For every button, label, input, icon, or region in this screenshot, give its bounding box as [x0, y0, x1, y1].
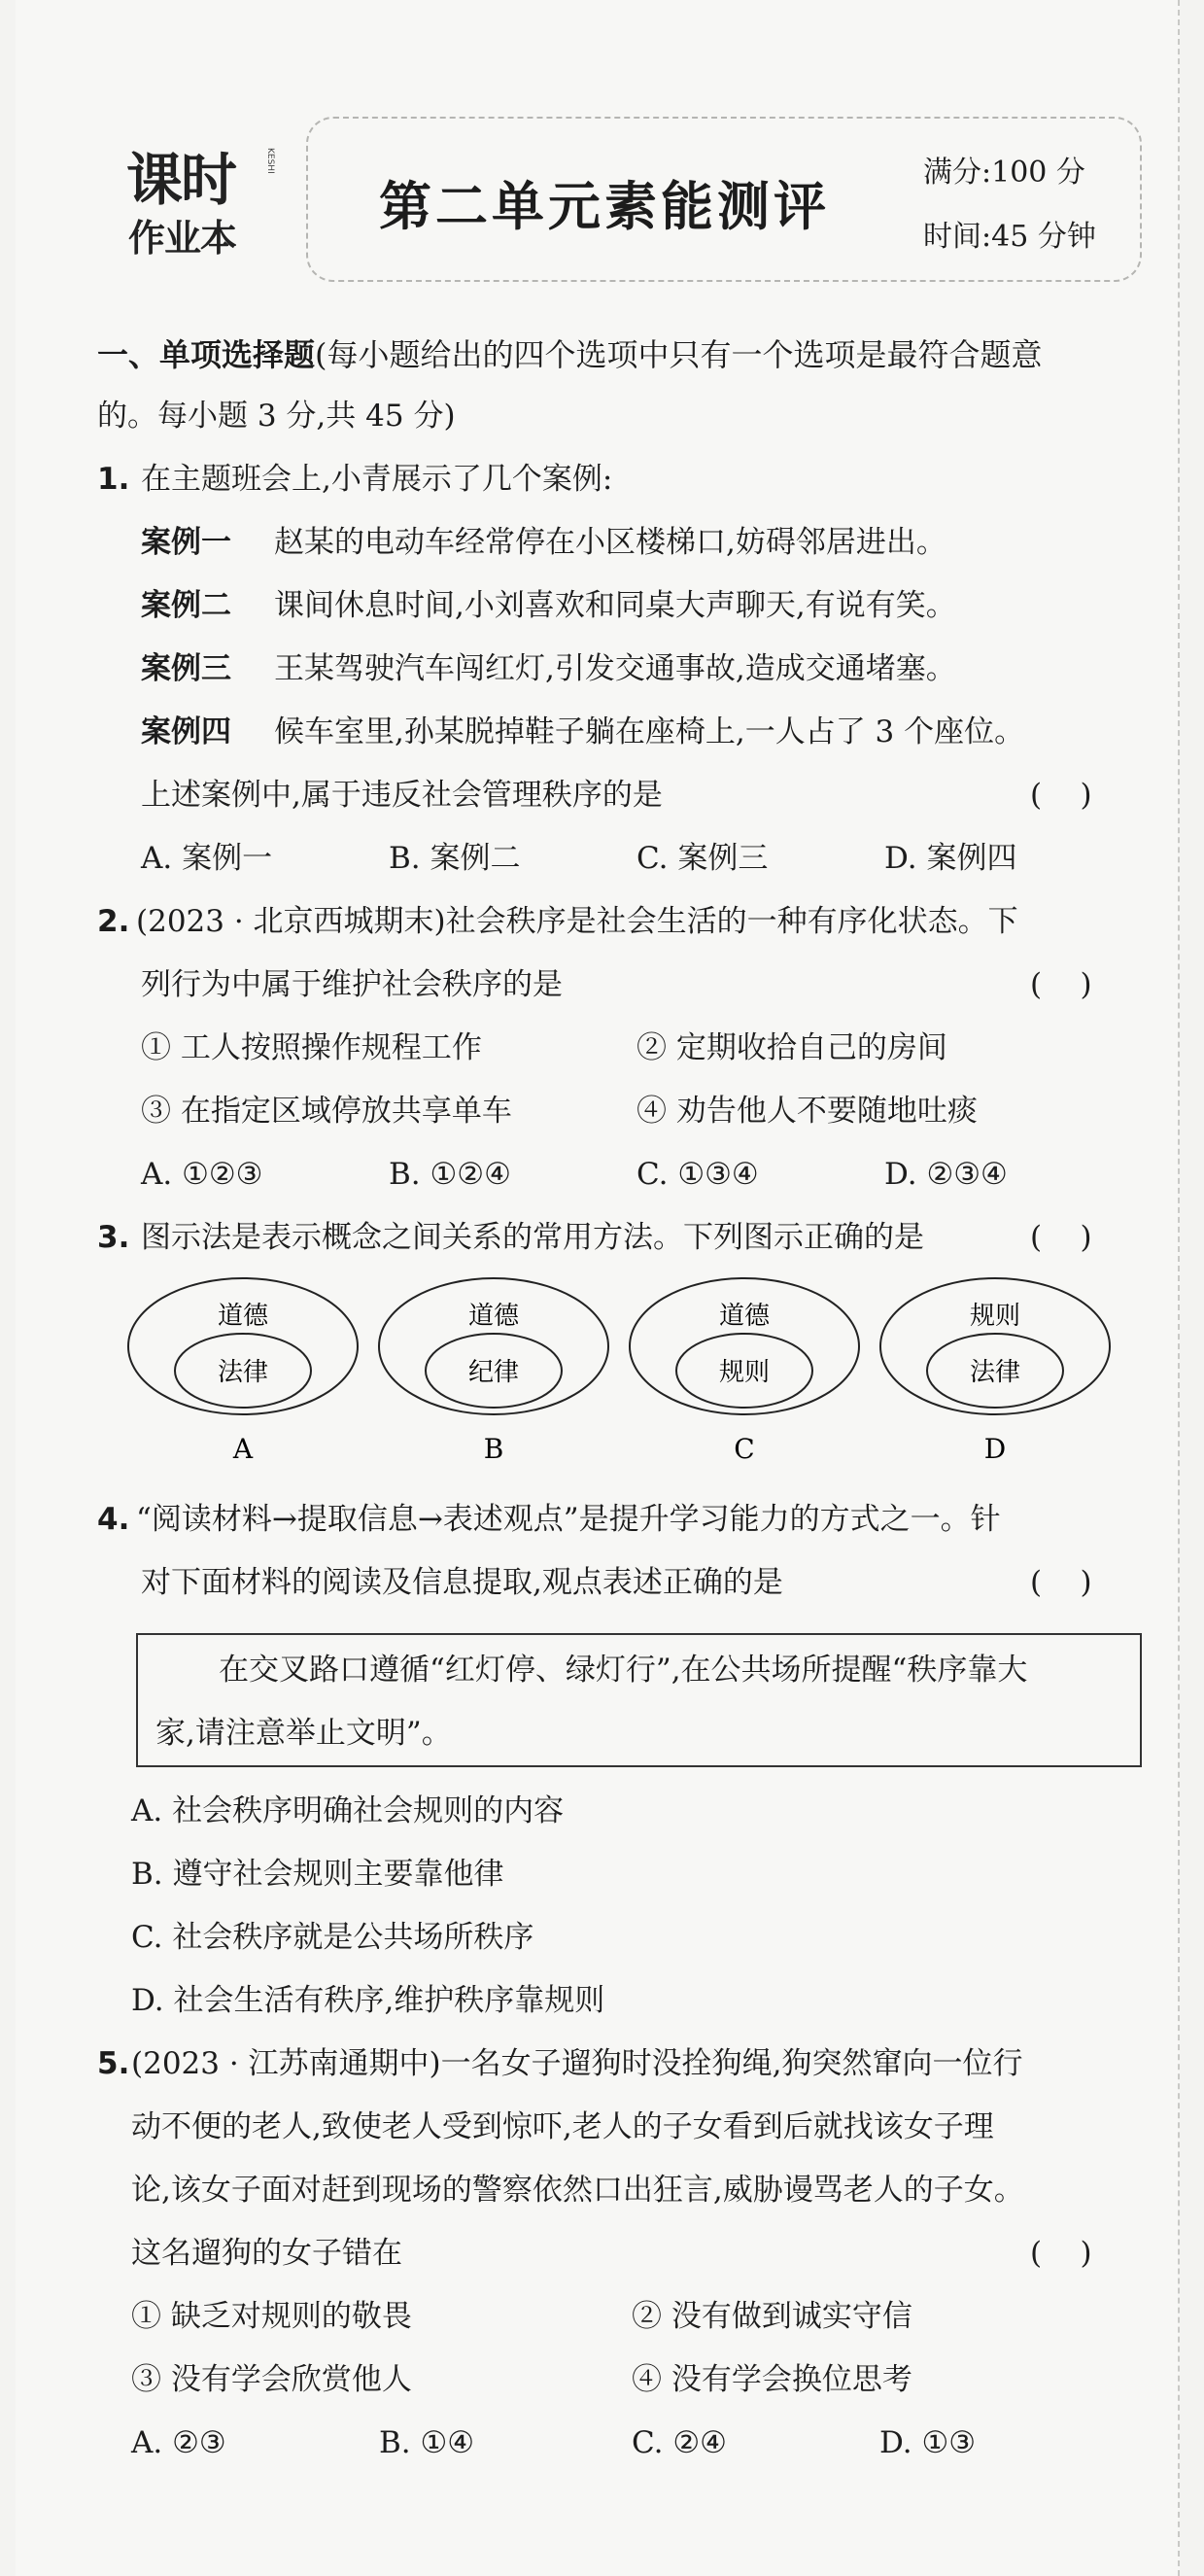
q1-case2-text: 课间休息时间,小刘喜欢和同桌大声聊天,有说有笑。: [274, 588, 956, 623]
q4-option-a: A. 社会秩序明确社会规则的内容: [131, 1793, 565, 1828]
q2-item-4: ④ 劝告他人不要随地吐痰: [636, 1094, 978, 1129]
q2-option-c: C. ①③④: [636, 1157, 759, 1192]
q3-answer-blank: ( ): [1030, 1220, 1092, 1255]
q3-diagram-b: [379, 1278, 608, 1465]
q1-case3-text: 王某驾驶汽车闯红灯,引发交通事故,造成交通堵塞。: [274, 651, 956, 686]
q2-option-a: A. ①②③: [141, 1157, 263, 1192]
q1-option-d: D. 案例四: [884, 841, 1017, 876]
q5-item-2: ② 没有做到诚实守信: [632, 2299, 912, 2334]
q3-diagram-a: [128, 1278, 358, 1465]
q2-number: 2.: [97, 904, 130, 939]
q3-c-inner-label: 规则: [718, 1358, 771, 1387]
q2-line2: 列行为中属于维护社会秩序的是: [141, 967, 563, 1002]
q1-stem: 在主题班会上,小青展示了几个案例:: [141, 462, 613, 497]
q3-c-letter: C: [734, 1433, 755, 1465]
q1-case4-text: 候车室里,孙某脱掉鞋子躺在座椅上,一人占了 3 个座位。: [274, 714, 1025, 749]
q4-line1: “阅读材料→提取信息→表述观点”是提升学习能力的方式之一。针: [136, 1502, 1001, 1537]
q3-b-letter: B: [483, 1433, 504, 1465]
q3-d-inner-label: 法律: [969, 1358, 1021, 1387]
q5-option-b: B. ①④: [379, 2425, 475, 2460]
q5-item-3: ③ 没有学会欣赏他人: [131, 2362, 412, 2397]
q2-line1: (2023 · 北京西城期末)社会秩序是社会生活的一种有序化状态。下: [136, 904, 1018, 939]
q5-option-d: D. ①③: [879, 2425, 977, 2460]
q3-c-outer-label: 道德: [718, 1302, 771, 1331]
q3-line1: 图示法是表示概念之间关系的常用方法。下列图示正确的是: [141, 1220, 924, 1255]
brand-logo: [126, 134, 282, 261]
q5-item-4: ④ 没有学会换位思考: [632, 2362, 912, 2397]
q2-item-1: ① 工人按照操作规程工作: [141, 1030, 482, 1065]
q1-ask: 上述案例中,属于违反社会管理秩序的是: [141, 778, 663, 813]
q2-option-d: D. ②③④: [884, 1157, 1008, 1192]
q3-a-inner-label: 法律: [217, 1358, 269, 1387]
logo-sub-text: 作业本: [128, 217, 237, 260]
q5-number: 5.: [97, 2046, 130, 2081]
q5-option-a: A. ②③: [131, 2425, 226, 2460]
q1-case2-label: 案例二: [141, 588, 231, 623]
q1-case1-text: 赵某的电动车经常停在小区楼梯口,妨碍邻居进出。: [274, 525, 946, 560]
section-instruction: (每小题给出的四个选项中只有一个选项是最符合题意: [315, 336, 1043, 373]
q5-line1: (2023 · 江苏南通期中)一名女子遛狗时没拴狗绳,狗突然窜向一位行: [131, 2046, 1023, 2081]
q3-a-letter: A: [232, 1433, 254, 1465]
q1-option-a: A. 案例一: [141, 841, 273, 876]
q3-d-letter: D: [983, 1433, 1007, 1465]
q4-number: 4.: [97, 1502, 130, 1537]
q2-item-2: ② 定期收拾自己的房间: [636, 1030, 947, 1065]
q3-b-outer-label: 道德: [467, 1302, 520, 1331]
q1-number: 1.: [97, 462, 130, 497]
q1-option-c: C. 案例三: [636, 841, 769, 876]
q5-answer-blank: ( ): [1030, 2236, 1092, 2271]
q4-line2: 对下面材料的阅读及信息提取,观点表述正确的是: [141, 1565, 783, 1600]
logo-vertical-text: KESHI: [265, 148, 275, 174]
q1-answer-blank: ( ): [1030, 778, 1092, 813]
page-title: 第二单元素能测评: [379, 175, 830, 237]
time-limit: 时间:45 分钟: [923, 220, 1096, 254]
q3-diagram-c: [630, 1278, 859, 1465]
q5-line2: 动不便的老人,致使老人受到惊吓,老人的子女看到后就找该女子理: [131, 2109, 994, 2144]
q3-a-outer-label: 道德: [217, 1302, 269, 1331]
logo-main-text: 课时: [126, 147, 236, 213]
section-instruction-line1: [97, 336, 1043, 373]
full-score: 满分:100 分: [923, 156, 1085, 190]
q2-item-3: ③ 在指定区域停放共享单车: [141, 1094, 512, 1129]
q1-option-b: B. 案例二: [389, 841, 521, 876]
q5-option-c: C. ②④: [632, 2425, 727, 2460]
q4-answer-blank: ( ): [1030, 1565, 1092, 1600]
q1-case4-label: 案例四: [141, 714, 231, 749]
q3-diagrams: [121, 1273, 1132, 1478]
q5-item-1: ① 缺乏对规则的敬畏: [131, 2299, 412, 2334]
q3-number: 3.: [97, 1220, 130, 1255]
q2-answer-blank: ( ): [1030, 967, 1092, 1002]
q3-b-inner-label: 纪律: [467, 1358, 520, 1387]
section-heading: 一、单项选择题: [97, 336, 316, 373]
q4-option-b: B. 遵守社会规则主要靠他律: [131, 1857, 504, 1892]
q4-option-d: D. 社会生活有秩序,维护秩序靠规则: [131, 1983, 605, 2018]
q5-line3: 论,该女子面对赶到现场的警察依然口出狂言,威胁谩骂老人的子女。: [131, 2173, 1024, 2208]
q5-line4: 这名遛狗的女子错在: [131, 2236, 402, 2271]
q4-material-line1: 在交叉路口遵循“红灯停、绿灯行”,在公共场所提醒“秩序靠大: [219, 1653, 1028, 1688]
q3-diagram-d: [880, 1278, 1110, 1465]
section-instruction-line2: 的。每小题 3 分,共 45 分): [97, 399, 456, 434]
q1-case1-label: 案例一: [141, 525, 231, 560]
q1-case3-label: 案例三: [141, 651, 231, 686]
q3-d-outer-label: 规则: [969, 1302, 1021, 1331]
q4-material-line2: 家,请注意举止文明”。: [155, 1716, 452, 1751]
q2-option-b: B. ①②④: [389, 1157, 511, 1192]
q4-option-c: C. 社会秩序就是公共场所秩序: [131, 1920, 534, 1955]
